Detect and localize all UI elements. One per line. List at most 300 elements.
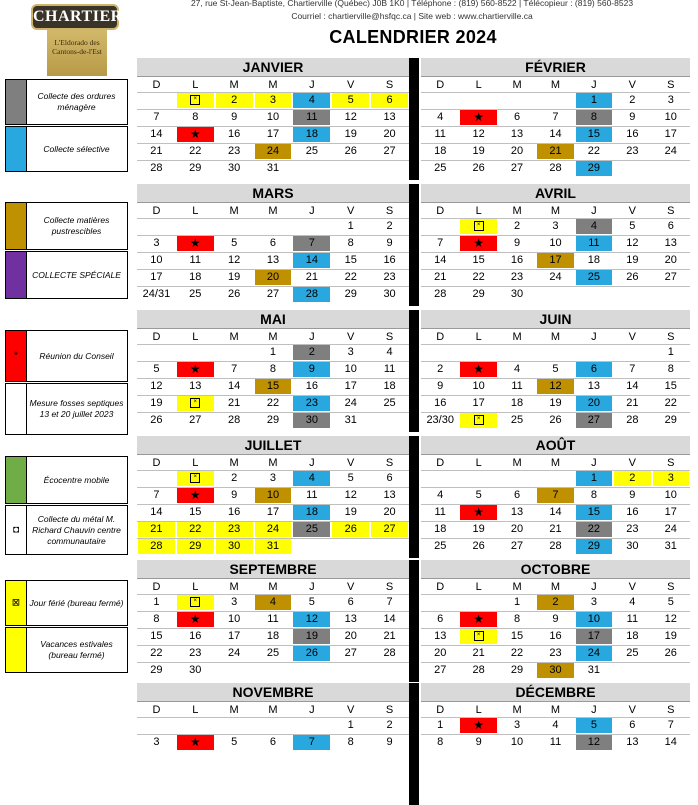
legend-item [5, 79, 128, 125]
day-cell: 3 [231, 596, 238, 608]
day-cell: 18 [293, 127, 330, 142]
holiday-icon: × [190, 95, 200, 105]
day-cell: 5 [308, 596, 315, 608]
day-cell [293, 161, 330, 176]
day-cell: 16 [189, 630, 202, 642]
day-cell [332, 539, 369, 554]
day-cell: 26 [472, 540, 485, 552]
day-cell [460, 629, 496, 644]
day-cell: 7 [552, 111, 559, 123]
day-cell: 12 [576, 735, 612, 750]
day-cell: 14 [383, 613, 396, 625]
day-cell: 12 [472, 128, 485, 140]
day-cell: 20 [344, 630, 357, 642]
day-cell [255, 663, 292, 678]
day-cell: 5 [667, 596, 674, 608]
day-cell: 1 [347, 719, 354, 731]
day-header: J [309, 331, 315, 343]
day-cell: 30 [216, 539, 253, 554]
day-cell: 11 [267, 613, 279, 625]
day-cell: 13 [189, 380, 202, 392]
day-cell: 28 [138, 539, 175, 554]
day-cell: 31 [664, 540, 677, 552]
day-header: S [385, 457, 394, 469]
day-cell: 11 [293, 110, 330, 125]
day-header: M [550, 704, 561, 716]
legend-label: Réunion du Conseil [39, 350, 114, 361]
day-cell: 2 [216, 93, 253, 108]
day-cell: 20 [576, 396, 612, 411]
day-header: J [309, 79, 315, 91]
day-cell: 1 [437, 719, 444, 731]
day-cell: 25 [434, 540, 447, 552]
day-cell: 29 [189, 162, 202, 174]
council-meeting-star-icon: ★ [460, 505, 496, 520]
council-meeting-star-icon: ★ [460, 612, 496, 627]
day-cell: 15 [576, 505, 612, 520]
day-cell: 2 [231, 472, 238, 484]
day-cell: 21 [549, 523, 562, 535]
day-cell: 22 [664, 397, 677, 409]
day-cell: 23 [293, 396, 330, 411]
day-cell: 12 [344, 111, 357, 123]
day-cell: 4 [255, 595, 292, 610]
day-header: J [309, 457, 315, 469]
day-cell: 3 [590, 596, 597, 608]
council-meeting-star-icon: ★ [177, 236, 214, 251]
month-block [421, 560, 690, 682]
month-block [421, 58, 690, 180]
month-block [137, 683, 409, 805]
day-cell: 25 [266, 647, 280, 659]
day-header: M [512, 331, 522, 343]
day-cell [138, 718, 175, 733]
day-header: M [550, 581, 561, 593]
day-cell [653, 287, 689, 302]
day-cell: 19 [150, 397, 163, 409]
day-cell: 9 [513, 237, 521, 249]
day-cell: 21 [138, 522, 175, 537]
day-cell: 5 [347, 472, 354, 484]
month-block [137, 560, 409, 682]
day-cell: 5 [576, 718, 612, 733]
day-header: V [628, 331, 637, 343]
month-block [421, 436, 690, 558]
council-meeting-star-icon: ★ [460, 110, 496, 125]
day-cell: 9 [231, 111, 238, 123]
day-cell: 6 [629, 719, 636, 731]
legend-swatch [6, 628, 27, 672]
day-cell: 2 [386, 220, 393, 232]
day-header: M [550, 457, 561, 469]
day-cell: 29 [576, 161, 612, 176]
day-cell: 23/30 [426, 414, 454, 426]
day-cell: 19 [293, 629, 330, 644]
day-cell: 28 [293, 287, 330, 302]
day-cell: 22 [150, 647, 163, 659]
day-cell: 18 [293, 505, 330, 520]
day-cell: 3 [653, 471, 689, 486]
day-header: J [591, 205, 597, 217]
day-cell [653, 663, 689, 678]
day-header: M [229, 79, 239, 91]
day-cell [138, 93, 175, 108]
day-cell: 16 [549, 630, 562, 642]
day-cell: 31 [266, 162, 280, 174]
day-header: M [512, 581, 522, 593]
day-cell [216, 663, 253, 678]
day-cell: 8 [347, 237, 354, 249]
day-header: L [475, 205, 482, 217]
day-cell: 2 [386, 719, 393, 731]
day-cell: 21 [472, 647, 485, 659]
day-header: S [385, 581, 394, 593]
day-cell [422, 471, 458, 486]
day-cell: 12 [537, 379, 573, 394]
legend-item [5, 330, 128, 382]
day-cell: 26 [150, 414, 163, 426]
legend-label: Collecte du métal M. Richard Chauvin centre communautaire [32, 513, 121, 546]
day-cell: 3 [255, 93, 292, 108]
day-cell: 25 [305, 145, 318, 157]
day-cell: 22 [266, 397, 280, 409]
day-cell: 26 [228, 288, 241, 300]
day-cell: 27 [510, 540, 524, 552]
day-cell: 13 [434, 630, 447, 642]
day-cell: 14 [228, 380, 241, 392]
day-cell: 7 [153, 489, 160, 501]
month-name: NOVEMBRE [137, 683, 409, 702]
day-cell: 10 [549, 237, 562, 249]
day-cell: 10 [510, 736, 524, 748]
legend-label: Mesure fosses septiques 13 et 20 juillet 2023 [29, 398, 124, 419]
day-cell: 8 [590, 489, 597, 501]
day-cell [138, 471, 175, 486]
day-cell: 5 [231, 736, 238, 748]
day-cell: 6 [667, 220, 674, 232]
day-cell: 22 [576, 522, 612, 537]
contact-line: Courriel : chartierville@hsfqc.ca | Site web : www.chartierville.ca [291, 11, 533, 21]
day-cell: 15 [189, 506, 202, 518]
day-cell: 27 [383, 145, 396, 157]
day-cell: 25 [434, 162, 447, 174]
day-cell: 5 [475, 489, 482, 501]
day-cell: 20 [510, 145, 524, 157]
column-separator [409, 683, 419, 805]
day-cell: 22 [510, 647, 524, 659]
day-cell: 3 [153, 736, 160, 748]
day-cell: 6 [371, 93, 408, 108]
day-cell: 10 [472, 380, 485, 392]
day-cell [371, 161, 408, 176]
day-cell: 7 [437, 237, 444, 249]
day-cell [460, 471, 496, 486]
day-cell: 17 [664, 128, 677, 140]
day-cell [460, 595, 496, 610]
day-cell: 6 [576, 362, 612, 377]
day-cell [293, 539, 330, 554]
day-cell: 27 [189, 414, 202, 426]
day-cell: 23 [626, 523, 639, 535]
day-cell: 2 [293, 345, 330, 360]
day-cell: 8 [153, 613, 160, 625]
logo-name: CHARTIERVILLE [31, 4, 119, 30]
day-header: L [192, 331, 199, 343]
day-header: S [667, 79, 675, 91]
column-separator [409, 436, 419, 558]
day-header: S [385, 205, 394, 217]
column-separator [409, 560, 419, 682]
day-cell: 4 [629, 596, 636, 608]
day-header: J [591, 581, 597, 593]
day-cell: 15 [472, 254, 485, 266]
day-cell: 13 [510, 128, 524, 140]
day-cell: 10 [664, 111, 677, 123]
day-cell: 15 [150, 630, 163, 642]
day-header: D [436, 331, 445, 343]
day-cell [138, 219, 175, 234]
day-cell: 21 [150, 145, 163, 157]
day-cell: 1 [347, 220, 354, 232]
day-cell: 29 [664, 414, 677, 426]
day-cell: 29 [150, 664, 163, 676]
legend-item [5, 383, 128, 435]
day-cell: 17 [228, 630, 241, 642]
column-separator [409, 58, 419, 180]
day-header: L [192, 704, 199, 716]
council-meeting-star-icon: ★ [177, 488, 214, 503]
day-cell [653, 161, 689, 176]
day-cell: 24 [664, 523, 677, 535]
day-cell [177, 595, 214, 610]
day-cell: 9 [386, 736, 393, 748]
day-cell: 2 [614, 471, 650, 486]
day-cell: 5 [629, 220, 636, 232]
day-header: L [475, 581, 482, 593]
day-cell: 26 [344, 145, 357, 157]
holiday-icon: × [474, 415, 484, 425]
day-cell: 8 [347, 736, 354, 748]
day-cell [177, 219, 214, 234]
day-header: M [229, 205, 239, 217]
day-cell [422, 595, 458, 610]
day-cell: 27 [371, 522, 408, 537]
day-cell: 23 [626, 145, 639, 157]
month-block [137, 436, 409, 558]
month-name: JANVIER [137, 58, 409, 77]
day-header: D [152, 457, 161, 469]
day-cell: 18 [510, 397, 524, 409]
legend-item [5, 580, 128, 626]
council-meeting-star-icon: ★ [177, 612, 214, 627]
day-header: M [512, 205, 522, 217]
day-cell: 9 [437, 380, 444, 392]
day-cell: 4 [386, 346, 393, 358]
day-cell: 16 [228, 128, 241, 140]
day-cell [614, 663, 650, 678]
holiday-icon: × [190, 398, 200, 408]
day-cell [255, 219, 292, 234]
legend-item [5, 505, 128, 555]
day-cell: 2 [537, 595, 573, 610]
day-cell: 27 [266, 288, 280, 300]
day-cell [177, 345, 214, 360]
month-block [421, 310, 690, 432]
day-cell: 28 [626, 414, 639, 426]
day-header: D [436, 581, 445, 593]
day-cell: 14 [549, 128, 562, 140]
day-cell: 24 [664, 145, 677, 157]
day-cell: 13 [383, 111, 396, 123]
legend-swatch [6, 80, 27, 124]
day-cell: 28 [549, 162, 562, 174]
day-cell: 7 [153, 111, 160, 123]
legend-label: Collecte des ordures ménagère [37, 91, 116, 112]
day-cell: 13 [383, 489, 396, 501]
day-cell: 24 [228, 647, 241, 659]
legend-label: Vacances estivales (bureau fermé) [40, 639, 113, 660]
day-cell: 24 [255, 144, 292, 159]
day-cell: 4 [293, 471, 330, 486]
day-header: D [436, 704, 445, 716]
day-cell: 3 [513, 719, 521, 731]
day-cell [177, 471, 214, 486]
day-cell: 20 [255, 270, 292, 285]
day-header: D [152, 704, 161, 716]
day-cell: 14 [150, 506, 163, 518]
day-cell: 4 [293, 93, 330, 108]
council-meeting-star-icon: ★ [177, 362, 214, 377]
legend-item [5, 251, 128, 299]
day-cell: 17 [266, 128, 280, 140]
month-name: DÉCEMBRE [421, 683, 690, 702]
day-cell [499, 471, 535, 486]
legend-label: Écocentre mobile [43, 474, 110, 485]
day-cell [255, 718, 292, 733]
day-cell: 18 [434, 145, 447, 157]
day-cell: 26 [332, 522, 369, 537]
day-cell: 18 [383, 380, 396, 392]
day-cell: 4 [552, 719, 559, 731]
day-header: M [512, 457, 522, 469]
holiday-icon: × [474, 631, 484, 641]
day-cell: 28 [549, 540, 562, 552]
day-cell: 15 [510, 630, 524, 642]
day-cell: 17 [576, 629, 612, 644]
day-header: D [152, 79, 161, 91]
day-cell: 6 [269, 736, 277, 748]
day-header: J [591, 457, 597, 469]
day-cell: 22 [587, 145, 601, 157]
day-cell: 19 [626, 254, 639, 266]
day-cell: 30 [510, 288, 524, 300]
page-title: CALENDRIER 2024 [329, 27, 497, 47]
day-cell [614, 345, 650, 360]
day-cell [293, 219, 330, 234]
day-cell: 16 [510, 254, 524, 266]
day-cell: 21 [434, 271, 447, 283]
day-cell: 28 [434, 288, 447, 300]
day-cell: 21 [383, 630, 396, 642]
day-cell: 20 [434, 647, 447, 659]
day-cell [499, 93, 535, 108]
day-header: L [475, 704, 482, 716]
day-cell: 5 [231, 237, 238, 249]
day-cell: 8 [667, 363, 674, 375]
day-cell: 15 [255, 379, 292, 394]
day-cell: 14 [664, 736, 677, 748]
day-cell: 19 [228, 271, 241, 283]
day-header: L [192, 581, 199, 593]
day-cell: 23 [189, 647, 202, 659]
day-cell: 16 [434, 397, 447, 409]
day-cell: 26 [293, 646, 330, 661]
day-cell: 10 [344, 363, 357, 375]
day-header: M [229, 457, 239, 469]
day-cell: 31 [587, 664, 601, 676]
day-header: M [268, 457, 278, 469]
day-cell: 30 [293, 413, 330, 428]
day-cell [216, 219, 253, 234]
day-cell: 30 [228, 162, 241, 174]
day-cell: 28 [150, 162, 163, 174]
month-block [137, 58, 409, 180]
legend-marker-icon: * [14, 350, 18, 362]
day-cell: 7 [537, 488, 573, 503]
day-cell [177, 718, 214, 733]
day-cell: 1 [513, 596, 521, 608]
day-cell [614, 287, 650, 302]
day-cell: 10 [266, 111, 280, 123]
day-cell: 23 [510, 271, 524, 283]
day-cell: 31 [255, 539, 292, 554]
day-header: J [309, 581, 315, 593]
day-cell: 18 [626, 630, 639, 642]
day-cell: 29 [344, 288, 357, 300]
month-name: SEPTEMBRE [137, 560, 409, 579]
day-cell: 14 [293, 253, 330, 268]
day-cell: 21 [305, 271, 318, 283]
day-cell: 20 [510, 523, 524, 535]
day-cell [499, 345, 535, 360]
month-name: OCTOBRE [421, 560, 690, 579]
holiday-icon: × [190, 597, 200, 607]
day-cell: 5 [332, 93, 369, 108]
legend-label: Collecte sélective [43, 143, 110, 154]
column-separator [409, 310, 419, 432]
day-cell: 9 [231, 489, 238, 501]
day-cell: 10 [664, 489, 677, 501]
day-cell [332, 663, 369, 678]
day-header: M [268, 205, 278, 217]
day-cell: 30 [626, 540, 639, 552]
day-cell [422, 93, 458, 108]
legend-marker-icon: ⊠ [11, 597, 21, 609]
day-header: M [268, 704, 278, 716]
day-header: V [628, 79, 637, 91]
day-cell: 29 [510, 664, 524, 676]
day-cell: 29 [177, 539, 214, 554]
day-cell [293, 663, 330, 678]
day-cell: 8 [192, 111, 199, 123]
day-cell: 1 [667, 346, 674, 358]
day-cell: 6 [347, 596, 354, 608]
day-header: M [512, 79, 522, 91]
day-cell: 20 [383, 128, 396, 140]
day-header: D [152, 581, 161, 593]
day-cell: 27 [576, 413, 612, 428]
day-cell: 7 [386, 596, 393, 608]
